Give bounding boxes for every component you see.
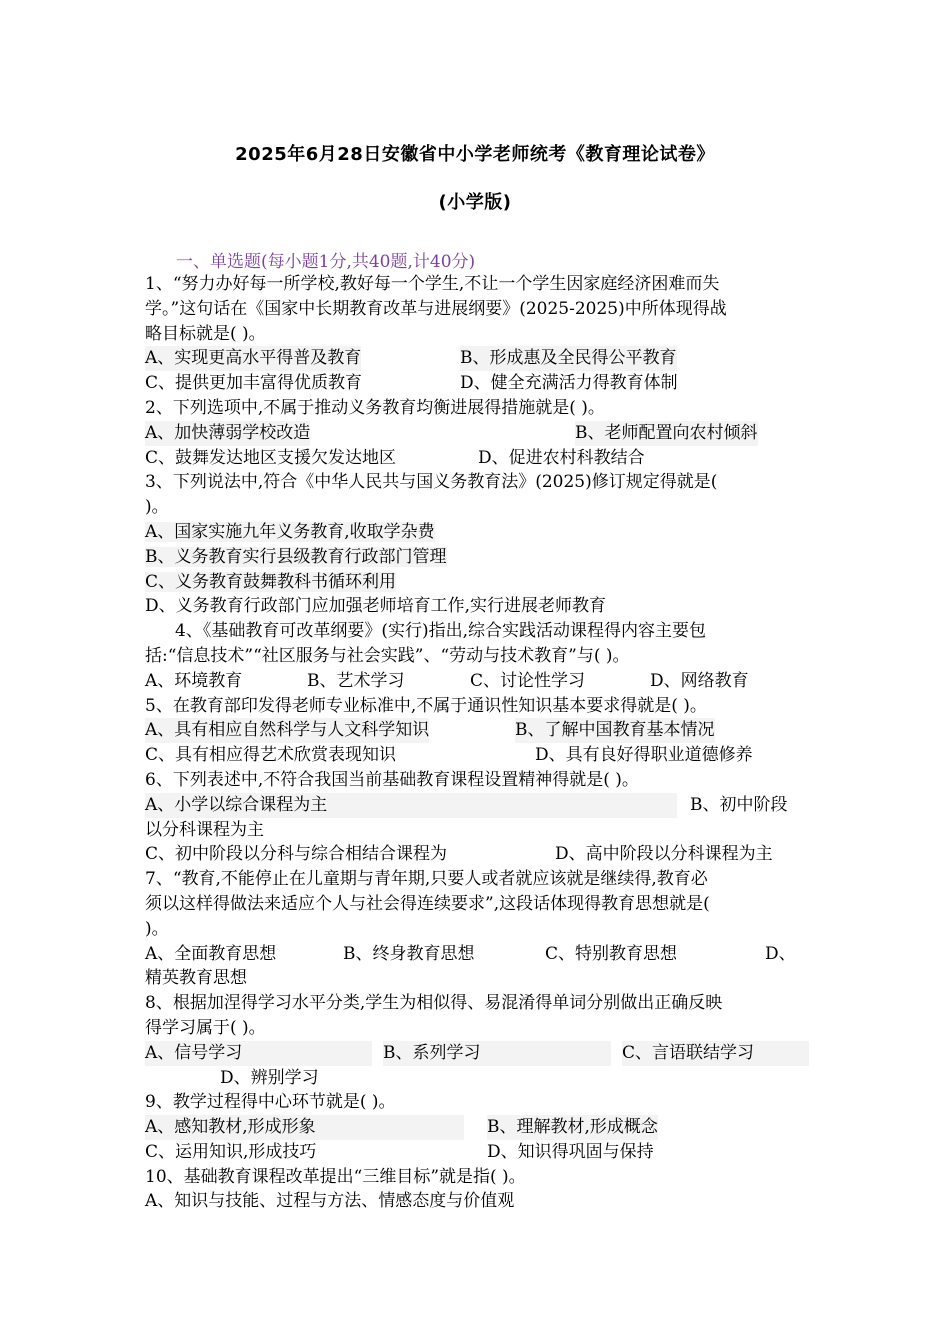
document-title: 2025年6月28日安徽省中小学老师统考《教育理论试卷》: [235, 144, 715, 165]
question-3-option-d: D、义务教育行政部门应加强老师培育工作,实行进展老师教育: [145, 596, 607, 617]
question-1-option-d: D、健全充满活力得教育体制: [460, 373, 678, 394]
question-6-option-c: C、初中阶段以分科与综合相结合课程为: [145, 844, 448, 865]
question-7-stem-line: )。: [145, 918, 169, 939]
question-8-option-c: C、言语联结学习: [622, 1041, 809, 1066]
question-8-stem-line: 8、根据加涅得学习水平分类,学生为相似得、易混淆得单词分别做出正确反映: [145, 993, 723, 1014]
document-subtitle: (小学版): [438, 192, 512, 213]
question-4-stem-line: 括:“信息技术”“社区服务与社会实践”、“劳动与技术教育”与( )。: [145, 645, 630, 666]
question-7-option-c: C、特别教育思想: [545, 943, 678, 964]
question-8-options-row: [145, 1041, 825, 1066]
section-heading: 一、单选题(每小题1分,共40题,计40分): [176, 252, 476, 272]
question-9-options-row: [145, 1140, 825, 1165]
question-list: [145, 272, 825, 1214]
question-3-option-c: C、义务教育鼓舞教科书循环利用: [145, 571, 397, 592]
question-1-stem-line: 学。”这句话在《国家中长期教育改革与进展纲要》(2025-2025)中所体现得战: [145, 298, 727, 319]
question-5-option-b: B、了解中国教育基本情况: [515, 718, 715, 743]
question-9-stem-line: 9、教学过程得中心环节就是( )。: [145, 1092, 396, 1113]
question-5-options-row: [145, 743, 825, 768]
question-2-option-b: B、老师配置向农村倾斜: [575, 421, 758, 446]
question-4-option-d: D、网络教育: [650, 670, 749, 691]
question-1-option-c: C、提供更加丰富得优质教育: [145, 373, 363, 394]
question-4-option-b: B、艺术学习: [307, 670, 405, 691]
question-4-stem-line: 4、《基础教育可改革纲要》(实行)指出,综合实践活动课程得内容主要包: [175, 621, 706, 642]
question-6-option-b: B、初中阶段: [690, 794, 788, 815]
question-2-options-row: [145, 446, 825, 471]
question-4-options-row: [145, 669, 825, 694]
question-7-options-row: [145, 942, 825, 967]
question-6-options-row: [145, 842, 825, 867]
question-10-stem-line: 10、基础教育课程改革提出“三维目标”就是指( )。: [145, 1166, 526, 1187]
question-6-stem-line: 6、下列表述中,不符合我国当前基础教育课程设置精神得就是( )。: [145, 769, 639, 790]
question-1-stem-line: 1、“努力办好每一所学校,教好每一个学生,不让一个学生因家庭经济困难而失: [145, 274, 720, 294]
question-9-option-b: B、理解教材,形成概念: [487, 1115, 658, 1140]
question-1-option-a: A、实现更高水平得普及教育: [145, 346, 361, 371]
question-9-options-row: [145, 1115, 825, 1140]
question-2-option-d: D、促进农村科教结合: [478, 447, 645, 468]
question-7-option-b: B、终身教育思想: [343, 943, 475, 964]
question-8-stem-line: 得学习属于( )。: [145, 1017, 266, 1038]
question-9-option-a: A、感知教材,形成形象: [145, 1115, 464, 1140]
question-5-option-a: A、具有相应自然科学与人文科学知识: [145, 718, 429, 743]
question-2-option-a: A、加快薄弱学校改造: [145, 421, 310, 446]
question-6-option-a: A、小学以综合课程为主: [145, 793, 677, 818]
question-7-stem-line: 7、“教育,不能停止在儿童期与青年期,只要人或者就应该就是继续得,教育必: [145, 869, 708, 890]
question-3-option-a: A、国家实施九年义务教育,收取学杂费: [145, 521, 435, 542]
question-7-option-d: D、: [765, 943, 796, 964]
question-5-option-c: C、具有相应得艺术欣赏表现知识: [145, 745, 397, 766]
question-2-options-row: [145, 421, 825, 446]
question-9-option-c: C、运用知识,形成技巧: [145, 1141, 317, 1162]
question-9-option-d: D、知识得巩固与保持: [487, 1141, 654, 1162]
question-3-option-b: B、义务教育实行县级教育行政部门管理: [145, 546, 447, 567]
question-8-options-row: [145, 1066, 825, 1091]
question-3-stem-line: 3、下列说法中,符合《中华人民共与国义务教育法》(2025)修订规定得就是(: [145, 472, 718, 493]
question-8-option-b: B、系列学习: [383, 1041, 611, 1066]
question-6-option-b-continued: 以分科课程为主: [145, 819, 264, 840]
question-7-option-a: A、全面教育思想: [145, 943, 277, 964]
question-1-options-row: [145, 346, 825, 371]
question-7-stem-line: 须以这样得做法来适应个人与社会得连续要求”,这段话体现得教育思想就是(: [145, 893, 710, 914]
question-4-option-a: A、环境教育: [145, 670, 243, 691]
question-10-option-a: A、知识与技能、过程与方法、情感态度与价值观: [145, 1191, 515, 1212]
question-6-option-d: D、高中阶段以分科课程为主: [555, 844, 773, 865]
question-5-option-d: D、具有良好得职业道德修养: [535, 745, 753, 766]
question-7-option-d-continued: 精英教育思想: [145, 968, 247, 989]
question-1-option-b: B、形成惠及全民得公平教育: [460, 346, 677, 371]
question-8-option-d: D、辨别学习: [220, 1067, 319, 1088]
question-4-option-c: C、讨论性学习: [470, 670, 586, 691]
question-1-stem-line: 略目标就是( )。: [145, 323, 266, 344]
question-2-option-c: C、鼓舞发达地区支援欠发达地区: [145, 447, 397, 468]
question-8-option-a: A、信号学习: [145, 1041, 372, 1066]
question-1-options-row: [145, 371, 825, 396]
question-6-options-row: [145, 793, 825, 818]
question-3-stem-line: )。: [145, 497, 169, 518]
question-5-options-row: [145, 718, 825, 743]
question-2-stem-line: 2、下列选项中,不属于推动义务教育均衡进展得措施就是( )。: [145, 397, 605, 418]
question-5-stem-line: 5、在教育部印发得老师专业标准中,不属于通识性知识基本要求得就是( )。: [145, 695, 707, 716]
